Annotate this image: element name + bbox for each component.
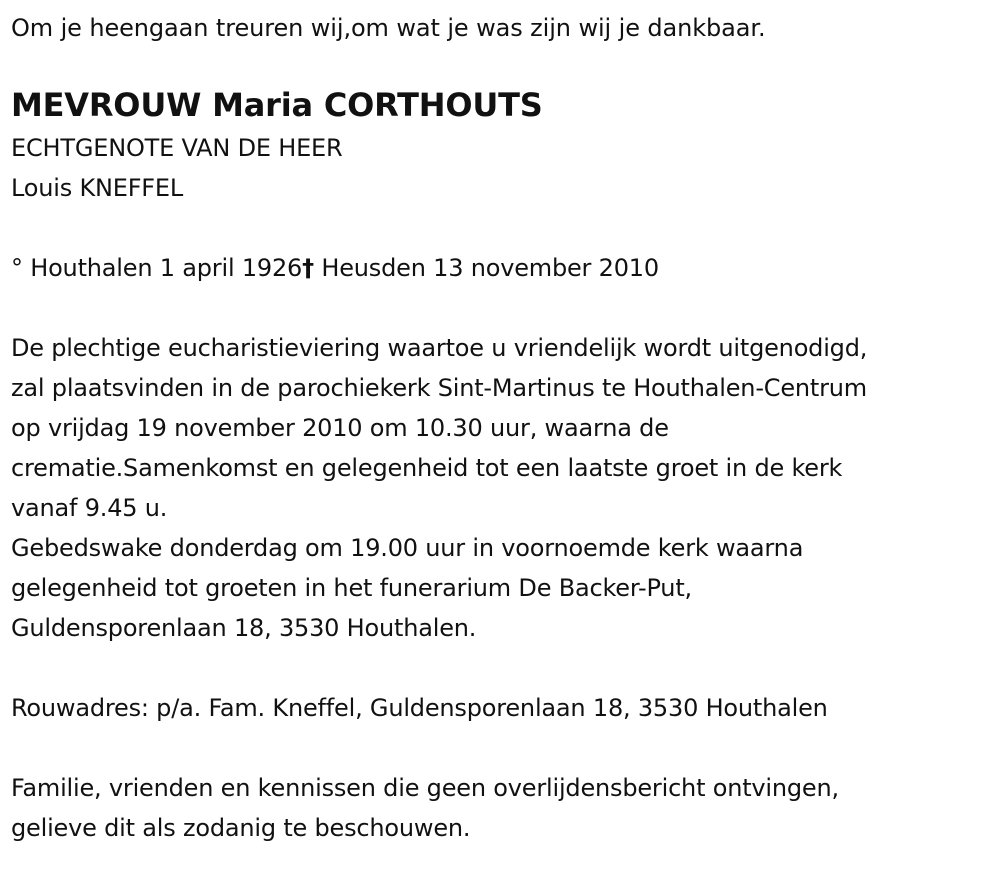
ceremony-line: crematie.Samenkomst en gelegenheid tot een laatste groet in de kerk [11,454,843,482]
death-text: Heusden 13 november 2010 [313,254,659,282]
mourning-address: Rouwadres: p/a. Fam. Kneffel, Guldensporenlaan 18, 3530 Houthalen [11,694,828,722]
closing-line: Familie, vrienden en kennissen die geen overlijdensbericht ontvingen, [11,774,839,802]
relation-text: ECHTGENOTE VAN DE HEER [11,134,343,162]
closing-paragraph [11,768,996,848]
ceremony-line: Gebedswake donderdag om 19.00 uur in voornoemde kerk waarna [11,534,804,562]
ceremony-line: gelegenheid tot groeten in het funerarium De Backer-Put, [11,574,692,602]
spacer [11,728,996,768]
deceased-name: MEVROUW Maria CORTHOUTS [11,86,543,124]
ceremony-line: zal plaatsvinden in de parochiekerk Sint-Martinus te Houthalen-Centrum [11,374,867,402]
spacer [11,48,996,82]
ceremony-line: De plechtige eucharistieviering waartoe u vriendelijk wordt uitgenodigd, [11,334,868,362]
spacer [11,288,996,328]
spacer [11,648,996,688]
spouse-name: Louis KNEFFEL [11,174,184,202]
birth-text: ° Houthalen 1 april 1926 [11,254,303,282]
closing-line: gelieve dit als zodanig te beschouwen. [11,814,471,842]
motto-text: Om je heengaan treuren wij,om wat je was zijn wij je dankbaar. [11,14,766,42]
life-dates [11,248,996,288]
ceremony-line: vanaf 9.45 u. [11,494,168,522]
ceremony-line: op vrijdag 19 november 2010 om 10.30 uur, waarna de [11,414,669,442]
cross-icon: † [302,254,314,282]
ceremony-paragraph [11,328,996,648]
ceremony-line: Guldensporenlaan 18, 3530 Houthalen. [11,614,477,642]
death-notice [11,8,996,848]
spacer [11,208,996,248]
